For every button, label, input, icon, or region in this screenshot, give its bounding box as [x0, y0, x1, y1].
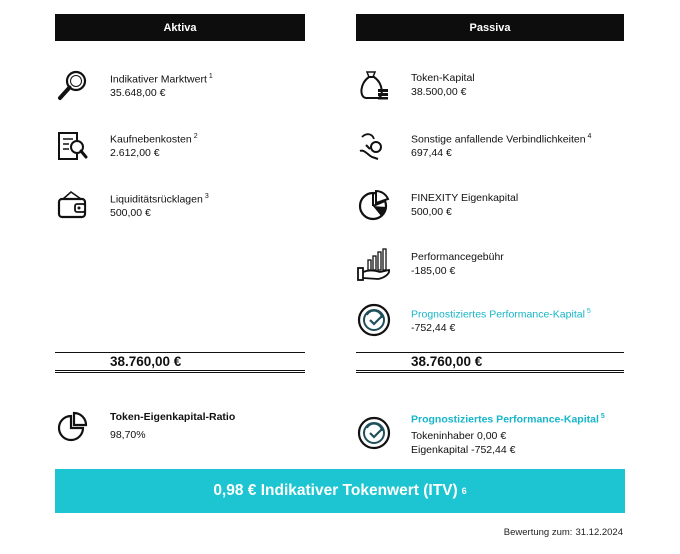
ratio-value: 98,70%: [110, 429, 146, 441]
aktiva-total-value: 38.760,00 €: [110, 354, 182, 369]
passiva-item-performance-kapital: [356, 302, 591, 338]
aktiva-item-label: Indikativer Marktwert: [110, 73, 207, 86]
itv-banner-text: 0,98 € Indikativer Tokenwert (ITV): [213, 482, 458, 499]
aktiva-header: Aktiva: [55, 14, 305, 41]
aktiva-item-liquiditaet: [55, 187, 209, 223]
aktiva-item-label: Kaufnebenkosten: [110, 133, 192, 146]
passiva-item-label: Sonstige anfallende Verbindlichkeiten: [411, 133, 586, 146]
footnote-marker: 1: [208, 72, 213, 80]
performance-summary-label: Prognostiziertes Performance-Kapital: [411, 413, 599, 426]
passiva-item-verbindlichkeiten: [356, 127, 591, 163]
passiva-item-performancegebuehr: [356, 246, 504, 282]
performance-summary-eigenkapital: Eigenkapital -752,44 €: [411, 443, 516, 456]
footnote-marker: 4: [587, 132, 592, 140]
passiva-header: Passiva: [356, 14, 624, 41]
passiva-item-value: 500,00 €: [411, 206, 452, 218]
passiva-item-label: Token-Kapital: [411, 72, 475, 84]
aktiva-item-kaufnebenkosten: [55, 127, 198, 163]
passiva-item-label: Performancegebühr: [411, 251, 504, 263]
pie-chart-icon: [356, 187, 392, 223]
aktiva-item-value: 2.612,00 €: [110, 147, 160, 160]
footnote-marker: 3: [204, 192, 209, 200]
valuation-date-label: Bewertung zum:: [503, 527, 573, 538]
passiva-item-label: Prognostiziertes Performance-Kapital: [411, 308, 585, 321]
passiva-item-value: -752,44 €: [411, 322, 456, 335]
passiva-item-token-kapital: [356, 67, 475, 103]
aktiva-column: [55, 14, 305, 441]
aktiva-item-label: Liquiditätsrücklagen: [110, 193, 203, 206]
ratio-label: Token-Eigenkapital-Ratio: [110, 411, 236, 423]
money-bag-icon: [356, 67, 392, 103]
hand-coin-icon: [356, 127, 392, 163]
passiva-item-value: 38.500,00 €: [411, 86, 467, 98]
hand-bar-chart-icon: [356, 246, 392, 282]
aktiva-item-value: 500,00 €: [110, 207, 151, 220]
footnote-marker: 6: [461, 486, 467, 496]
passiva-total-value: 38.760,00 €: [411, 354, 483, 369]
valuation-date: [504, 527, 623, 538]
wallet-icon: [55, 187, 91, 223]
itv-banner: [55, 469, 625, 513]
aktiva-item-value: 35.648,00 €: [110, 87, 166, 100]
passiva-item-value: 697,44 €: [411, 147, 452, 160]
document-search-icon: [55, 127, 91, 163]
performance-gauge-icon: [356, 302, 392, 338]
footnote-marker: 5: [586, 307, 591, 315]
passiva-item-finexity-eigenkapital: [356, 187, 518, 223]
aktiva-total: [55, 352, 305, 373]
performance-gauge-icon: [356, 415, 392, 451]
performance-kapital-summary: [356, 410, 605, 457]
valuation-date-value: 31.12.2024: [575, 527, 623, 538]
passiva-item-label: FINEXITY Eigenkapital: [411, 192, 519, 204]
pie-chart-icon: [55, 408, 91, 444]
footnote-marker: 2: [193, 132, 198, 140]
magnifier-icon: [55, 67, 91, 103]
performance-summary-tokeninhaber: Tokeninhaber 0,00 €: [411, 429, 507, 442]
passiva-column: [356, 14, 624, 456]
aktiva-item-marktwert: [55, 67, 213, 103]
footnote-marker: 5: [600, 413, 605, 420]
passiva-total: [356, 352, 624, 373]
token-eigenkapital-ratio: [55, 408, 235, 444]
passiva-item-value: -185,00 €: [411, 265, 456, 277]
